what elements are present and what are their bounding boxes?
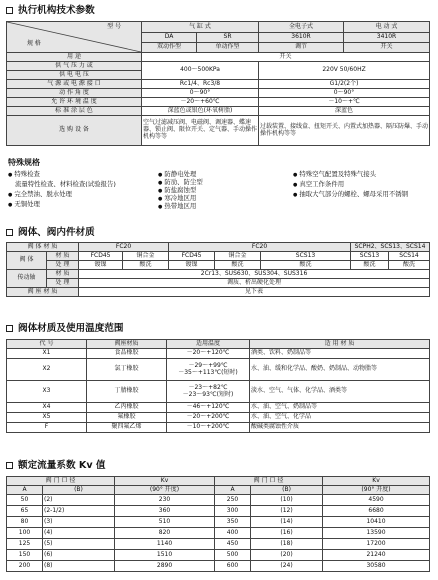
table-row: 50 (2) 230 250 (10) 4590 xyxy=(7,495,430,506)
table-row: 125 (5) 1140 450 (18) 17200 xyxy=(7,539,430,550)
table-row: 80 (3) 510 350 (14) 10410 xyxy=(7,517,430,528)
special-spec-list: ● 特殊检查 流量特性检查、材料检查(试验报告) ● 完全禁油、脱水处理 ● 无铜处理 ● 防静电处理 ● 防劢、防尘型 ● 防盐腐蚀型 ● 寒冷地区用 ● 热带地区用 ● 特殊空气配置及特殊气接头 ● 真空工作条件用 ● 抽取大气部分的螺栓、螺母采用不锈钢 xyxy=(8,171,433,219)
section-actuator-title: 执行机构技术参数 xyxy=(6,5,95,16)
table-row: 150 (6) 1510 500 (20) 21240 xyxy=(7,550,430,561)
table-row: 65 (2-1/2) 360 300 (12) 6680 xyxy=(7,506,430,517)
table-row: 100 (4) 820 400 (16) 13590 xyxy=(7,528,430,539)
section-kv-title: 额定流量系数 Kv 值 xyxy=(6,460,106,471)
table-row: 200 (8) 2890 600 (24) 30580 xyxy=(7,561,430,572)
section-seat-temp-title: 阀体材质及使用温度范围 xyxy=(6,323,124,334)
checkbox-icon xyxy=(6,462,13,469)
header-diagonal-cell: 型 号 规 格 xyxy=(7,22,142,53)
checkbox-icon xyxy=(6,7,13,14)
special-spec-title: 特殊规格 xyxy=(8,158,40,167)
kv-table: 阀 门 口 径 Kv 阀 门 口 径 Kv A (B) (90° 开度) A (B) (90° 开度) 50 (2) 230 250 (10) 4590 65 (2-1/2) 360 300 (12) 6680 80 (3) 510 350 (14) 10410 100 (4) 820 400 (16) 13590 125 (5) 1140 450 (18) 17200 150 (6) 1510 500 (20) 21240 200 (8) 2890 600 (24) 30580 xyxy=(6,476,430,572)
actuator-table: 型 号 规 格 气 缸 式 全电子式 电 动 式 DA SR 3610R 3410R 双动作型 单动作型 调节 开关 用 途 开关 供 气 压 力 或 400～500KPa 220V 50/60HZ 供 电 电 压 气 源 或 电 源 接 口 Rc1/4、Rc3/8 G1/2(2个) 动 作 角 度 0～90° 0～90° 允 许 环 境 温 度 －20～+60℃ －10～+℃ 标 准 涂 层 色 深蓝色或银色(环氧树脂) 深蓝色 选 购 设 备 空气过滤减压阀、电磁阀、调速器、蝶速器、锁止阀、限位开关、定气器、手动操作机构等等 过载装置、接线盒、扭矩开关、内置式加热器、隔压防爆、手动操作机构等等 xyxy=(6,21,430,146)
seat-temp-table: 代 号 阀座材质 适用温度 适 用 材 质 X1 食品橡胶 －20～+120℃ 酒类、饮料、奶制品等 X2 氯丁橡胶 －29～+99℃ －35～+113℃(短时) 水、油、缓和化学品、酸奶、奶制品、动物脂等 X3 丁腈橡胶 －23～+82℃ －23～93℃(短时) 淡水、空气、气体、化学品、酒类等 X4 乙丙橡胶 －46～+120℃ 水、油、空气、奶制品等 X5 氟橡胶 －20～+200℃ 水、油、空气、化学品 F 聚四氟乙烯 －10～+200℃ 酸碱类腐蚀性介质 xyxy=(6,339,430,433)
checkbox-icon xyxy=(6,229,13,236)
section-body-material-title: 阀体、阀内件材质 xyxy=(6,227,95,238)
body-material-table: 阀 体 材 质 FC20 FC20 SCPH2、SCS13、SCS14 阀 体 材 质 FCD45 铜合金 FCD45 铜合金 SCS13 SCS13 SCS14 处 理 镀镍 酸洗 镀镍 酸洗 酸洗 酸洗 酸洗 传动轴 材 质 2Cr13、SUS630、SUS304、SUS316 处 理 调质、析出硬化处理 阀 座 材 质 见下表 xyxy=(6,242,430,297)
checkbox-icon xyxy=(6,325,13,332)
